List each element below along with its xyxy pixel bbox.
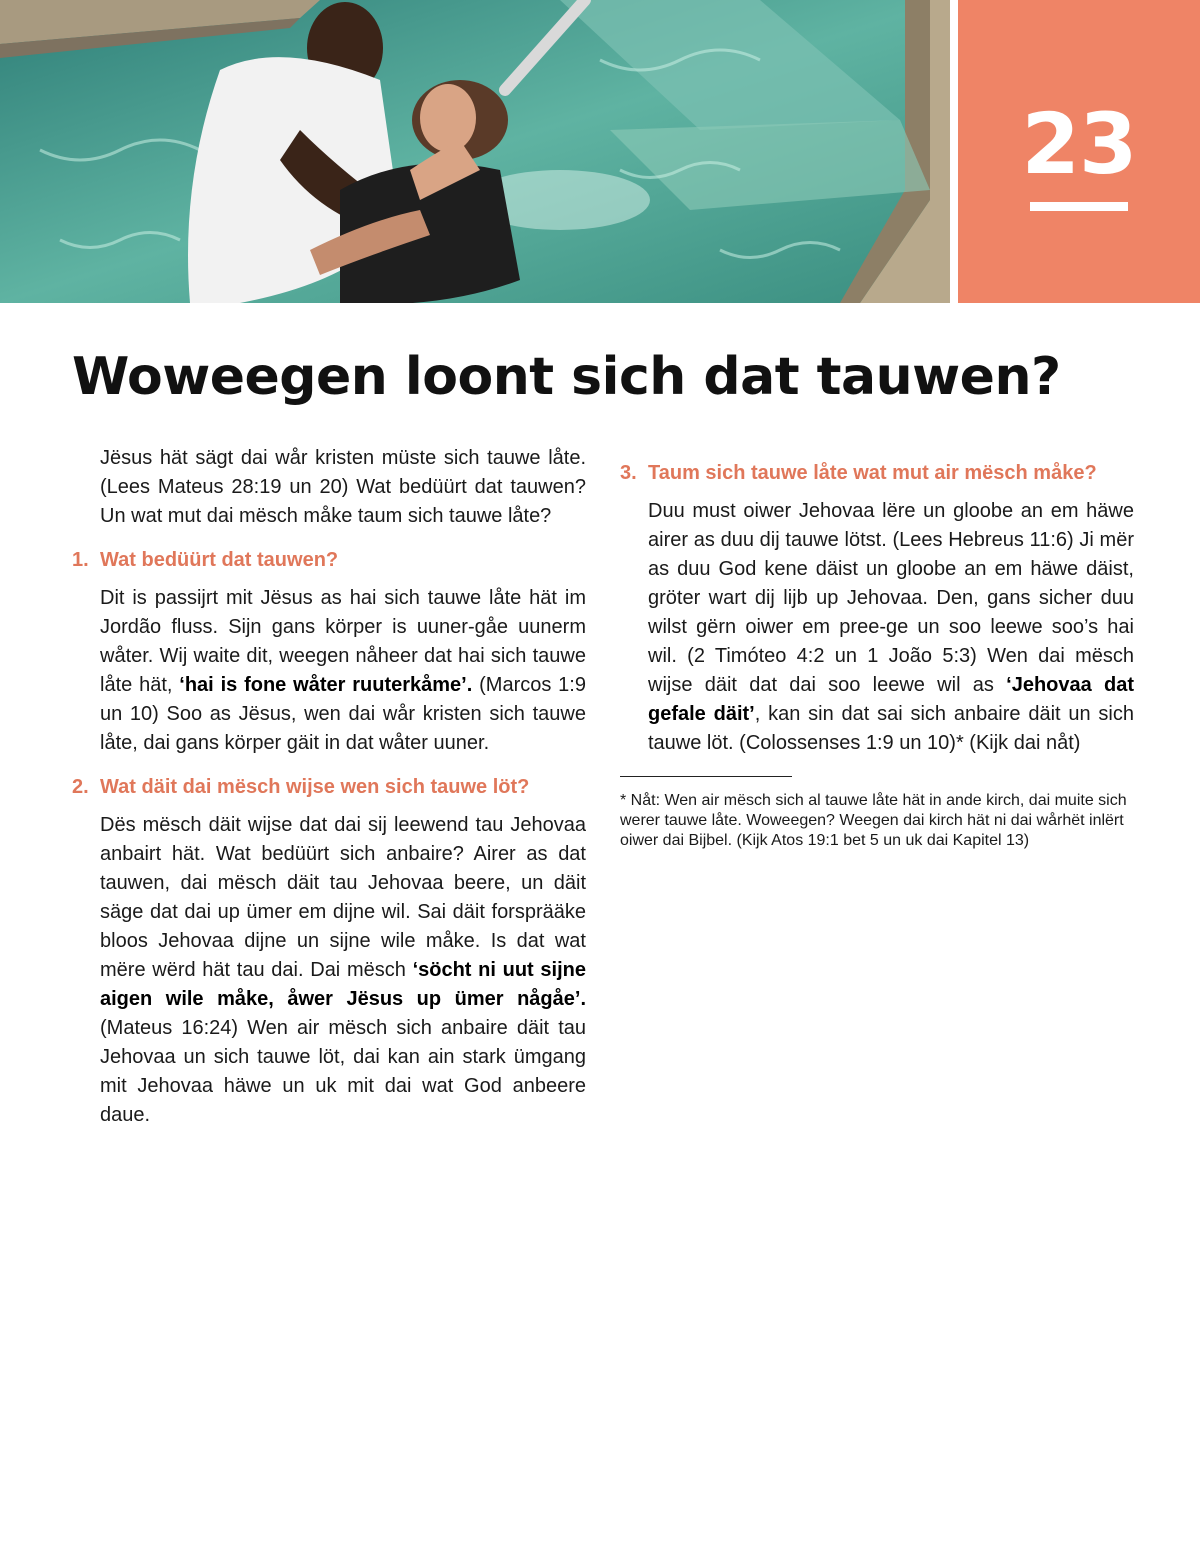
answer-1-text-b: (Marcos 1:9 un 10) Soo as Jësus, wen dai wår kristen sich tauwe låte, dai gans körper gäit in dat wåter uuner.: [100, 674, 586, 754]
question-2-number: 2.: [72, 776, 89, 798]
question-1-number: 1.: [72, 549, 89, 571]
question-3-number: 3.: [620, 462, 637, 484]
footnote-divider: [620, 776, 792, 777]
answer-3-quote: ‘Jehovaa dat gefale däit’: [648, 674, 1134, 725]
answer-1-text-a: Dit is passijrt mit Jësus as hai sich tauwe låte hät im Jordão fluss. Sijn gans körper is uuner-gåe uunerm wåter. Wij waite dit, weegen nåheer dat hai sich tauwe låte hät,: [100, 587, 586, 696]
page-title: Woweegen loont sich dat tauwen?: [72, 347, 1061, 407]
question-1-text: Wat bedüürt dat tauwen?: [100, 549, 339, 571]
question-2-text: Wat däit dai mësch wijse wen sich tauwe löt?: [100, 776, 530, 798]
question-2-heading: [72, 772, 586, 802]
question-1-heading: [72, 545, 586, 575]
answer-2-paragraph: [72, 811, 586, 1130]
footnote: * Nåt: Wen air mësch sich al tauwe låte hät in ande kirch, dai muite sich werer tauwe låte. Woweegen? Weegen dai kirch hät ni dai wårhët inlërt oiwer dai Bijbel. (Kijk Atos 19:1 bet 5 un uk dai Kapitel 13): [620, 792, 1127, 849]
answer-3-paragraph: [620, 497, 1134, 758]
intro-paragraph: Jësus hät sägt dai wår kristen müste sich tauwe låte. (Lees Mateus 28:19 un 20) Wat bedüürt dat tauwen? Un wat mut dai mësch måke taum sich tauwe låte?: [100, 447, 586, 527]
answer-2-text-b: (Mateus 16:24) Wen air mësch sich anbaire däit tau Jehovaa un sich tauwe löt, dai kan ain stark ümgang mit Jehovaa häwe un uk mit dai wat God anbeere daue.: [100, 1017, 586, 1126]
left-column: [72, 444, 586, 1130]
answer-2-text-a: Dës mësch däit wijse dat dai sij leewend tau Jehovaa anbairt hät. Wat bedüürt sich anbaire? Airer as dat tauwen, dai mësch däit tau Jehovaa beere, un däit säge dat dai up ümer em dijne wil. Sai däit forsprääke bloos Jehovaa dijne un sijne wile måke. Is dat wat mëre wërd hät tau dai. Dai mësch: [100, 814, 586, 981]
question-3-text: Taum sich tauwe låte wat mut air mësch måke?: [648, 462, 1097, 484]
answer-2-quote: ‘söcht ni uut sijne aigen wile måke, åwer Jësus up ümer någåe’.: [100, 959, 586, 1010]
answer-3-text-b: , kan sin dat sai sich anbaire däit un sich tauwe löt. (Colossenses 1:9 un 10)* (Kijk dai nåt): [648, 703, 1134, 754]
chapter-number: 23: [1021, 95, 1137, 193]
chapter-badge: [958, 0, 1200, 303]
question-3-heading: [620, 458, 1134, 488]
chapter-underline: [1030, 202, 1128, 211]
answer-3-text-a: Duu must oiwer Jehovaa lëre un gloobe an em häwe airer as duu dij tauwe lötst. (Lees Hebreus 11:6) Ji mër as duu God kene däist un gloobe an em häwe däist, gröter wart dij lijb up Jehovaa. Den, gans sicher duu wilst gërn oiwer em pree-ge un soo leewe soo’s hai wil. (2 Timóteo 4:2 un 1 João 5:3) Wen dai mësch wijse däit dat dai soo leewe wil as: [648, 500, 1134, 696]
answer-1-quote: ‘hai is fone wåter ruuterkåme’.: [179, 674, 473, 696]
baptism-photo: [0, 0, 950, 303]
answer-1-paragraph: [72, 584, 586, 758]
right-column: [620, 444, 1134, 851]
